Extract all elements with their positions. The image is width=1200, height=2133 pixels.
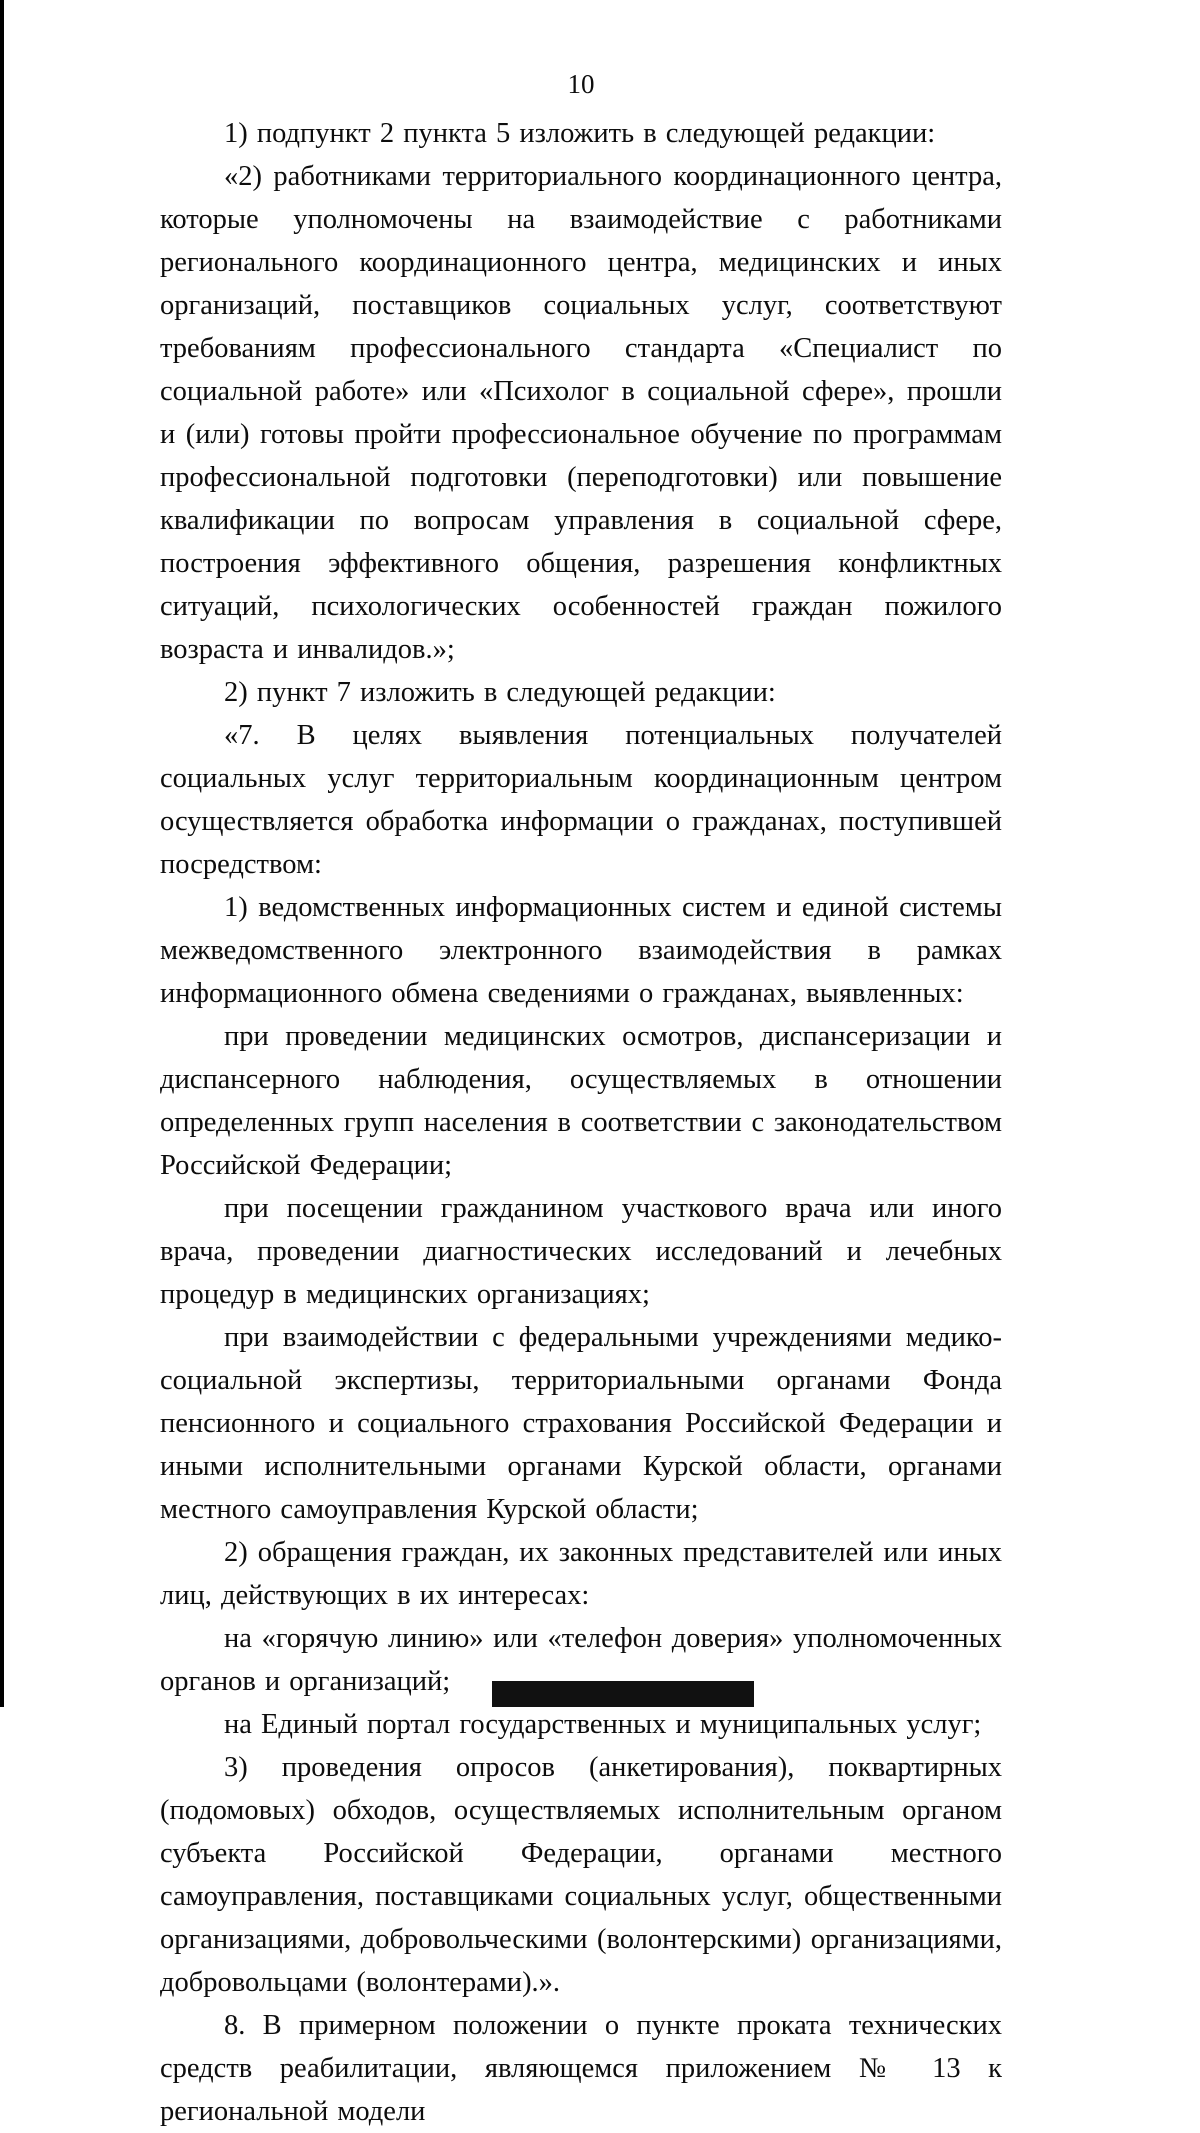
page-number: 10 <box>567 69 595 99</box>
paragraph: «7. В целях выявления потенциальных получателей социальных услуг территориальным координационным центром осуществляется обработка информации о гражданах, поступившей посредством: <box>160 720 1002 880</box>
paragraph: 3) проведения опросов (анкетирования), поквартирных (подомовых) обходов, осуществляемых исполнительным органом субъекта Российской Федерации, органами местного самоуправления, поставщиками социальных услуг, общественными организациями, добровольческими (волонтерскими) организациями, добровольцами (волонтерами).». <box>160 1752 1002 1998</box>
document-body <box>160 112 1002 2133</box>
paragraph: «2) работниками территориального координационного центра, которые уполномочены на взаимодействие с работниками регионального координационного центра, медицинских и иных организаций, поставщиков социальных услуг, соответствуют требованиям профессионального стандарта «Специалист по социальной работе» или «Психолог в социальной сфере», прошли и (или) готовы пройти профессиональное обучение по программам профессиональной подготовки (переподготовки) или повышение квалификации по вопросам управления в социальной сфере, построения эффективного общения, разрешения конфликтных ситуаций, психологических особенностей граждан пожилого возраста и инвалидов.»; <box>160 161 1002 665</box>
paragraph: 8. В примерном положении о пункте проката технических средств реабилитации, являющемся приложением № 13 к региональной модели <box>160 2010 1002 2127</box>
paragraph: 1) подпункт 2 пункта 5 изложить в следующей редакции: <box>224 118 936 149</box>
scan-artifact-bottom-bar <box>492 1681 754 1707</box>
paragraph: при проведении медицинских осмотров, диспансеризации и диспансерного наблюдения, осуществляемых в отношении определенных групп населения в соответствии с законодательством Российской Федерации; <box>160 1021 1002 1181</box>
paragraph: 2) пункт 7 изложить в следующей редакции: <box>224 677 776 708</box>
paragraph: 1) ведомственных информационных систем и единой системы межведомственного электронного взаимодействия в рамках информационного обмена сведениями о гражданах, выявленных: <box>160 892 1002 1009</box>
paragraph: при взаимодействии с федеральными учреждениями медико-социальной экспертизы, территориальными органами Фонда пенсионного и социального страхования Российской Федерации и иными исполнительными органами Курской области, органами местного самоуправления Курской области; <box>160 1322 1002 1525</box>
paragraph: на «горячую линию» или «телефон доверия» уполномоченных органов и организаций; <box>160 1623 1002 1697</box>
paragraph: при посещении гражданином участкового врача или иного врача, проведении диагностических исследований и лечебных процедур в медицинских организациях; <box>160 1193 1002 1310</box>
paragraph: 2) обращения граждан, их законных представителей или иных лиц, действующих в их интересах: <box>160 1537 1002 1611</box>
scan-artifact-left-bar <box>0 0 4 1707</box>
paragraph: на Единый портал государственных и муниципальных услуг; <box>224 1709 982 1740</box>
